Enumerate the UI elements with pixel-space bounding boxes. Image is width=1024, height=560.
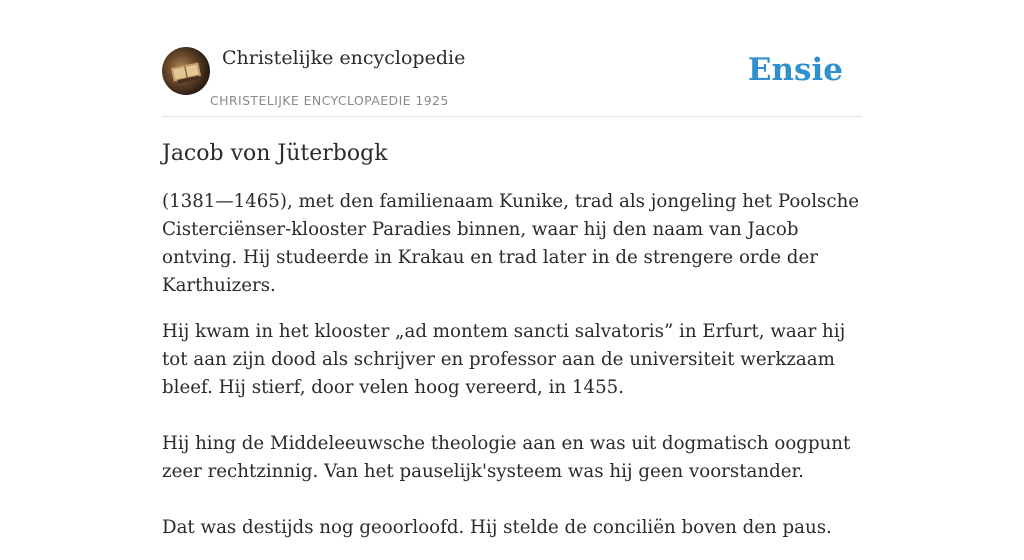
article-paragraph: Hij kwam in het klooster „ad montem sancti salvatoris” in Erfurt, waar hij tot aan zijn dood als schrijver en professor aan de universiteit werkzaam bleef. Hij stierf, door velen hoog vereerd, in 1455.	[162, 321, 846, 398]
article-paragraph: Dat was destijds nog geoorloofd. Hij stelde de conciliën boven den paus.	[162, 517, 832, 538]
article-paragraph: (1381—1465), met den familienaam Kunike, trad als jongeling het Poolsche Cisterciënser-klooster Paradies binnen, waar hij den naam van Jacob ontving. Hij studeerde in Krakau en trad later in de strengere orde der Karthuizers.	[162, 191, 860, 296]
source-avatar[interactable]	[162, 47, 210, 95]
source-header	[162, 46, 862, 117]
book-image-icon	[162, 47, 210, 95]
article-paragraph: Hij hing de Middeleeuwsche theologie aan en was uit dogmatisch oogpunt zeer rechtzinnig. Van het pauselijk'systeem was hij geen voorstander.	[162, 433, 851, 482]
article-content	[162, 137, 862, 560]
source-subtitle[interactable]: CHRISTELIJKE ENCYCLOPAEDIE 1925	[210, 93, 449, 108]
ensie-logo-link[interactable]: Ensie	[747, 52, 843, 88]
article-title: Jacob von Jüterbogk	[162, 141, 388, 166]
source-title[interactable]: Christelijke encyclopedie	[222, 47, 466, 69]
